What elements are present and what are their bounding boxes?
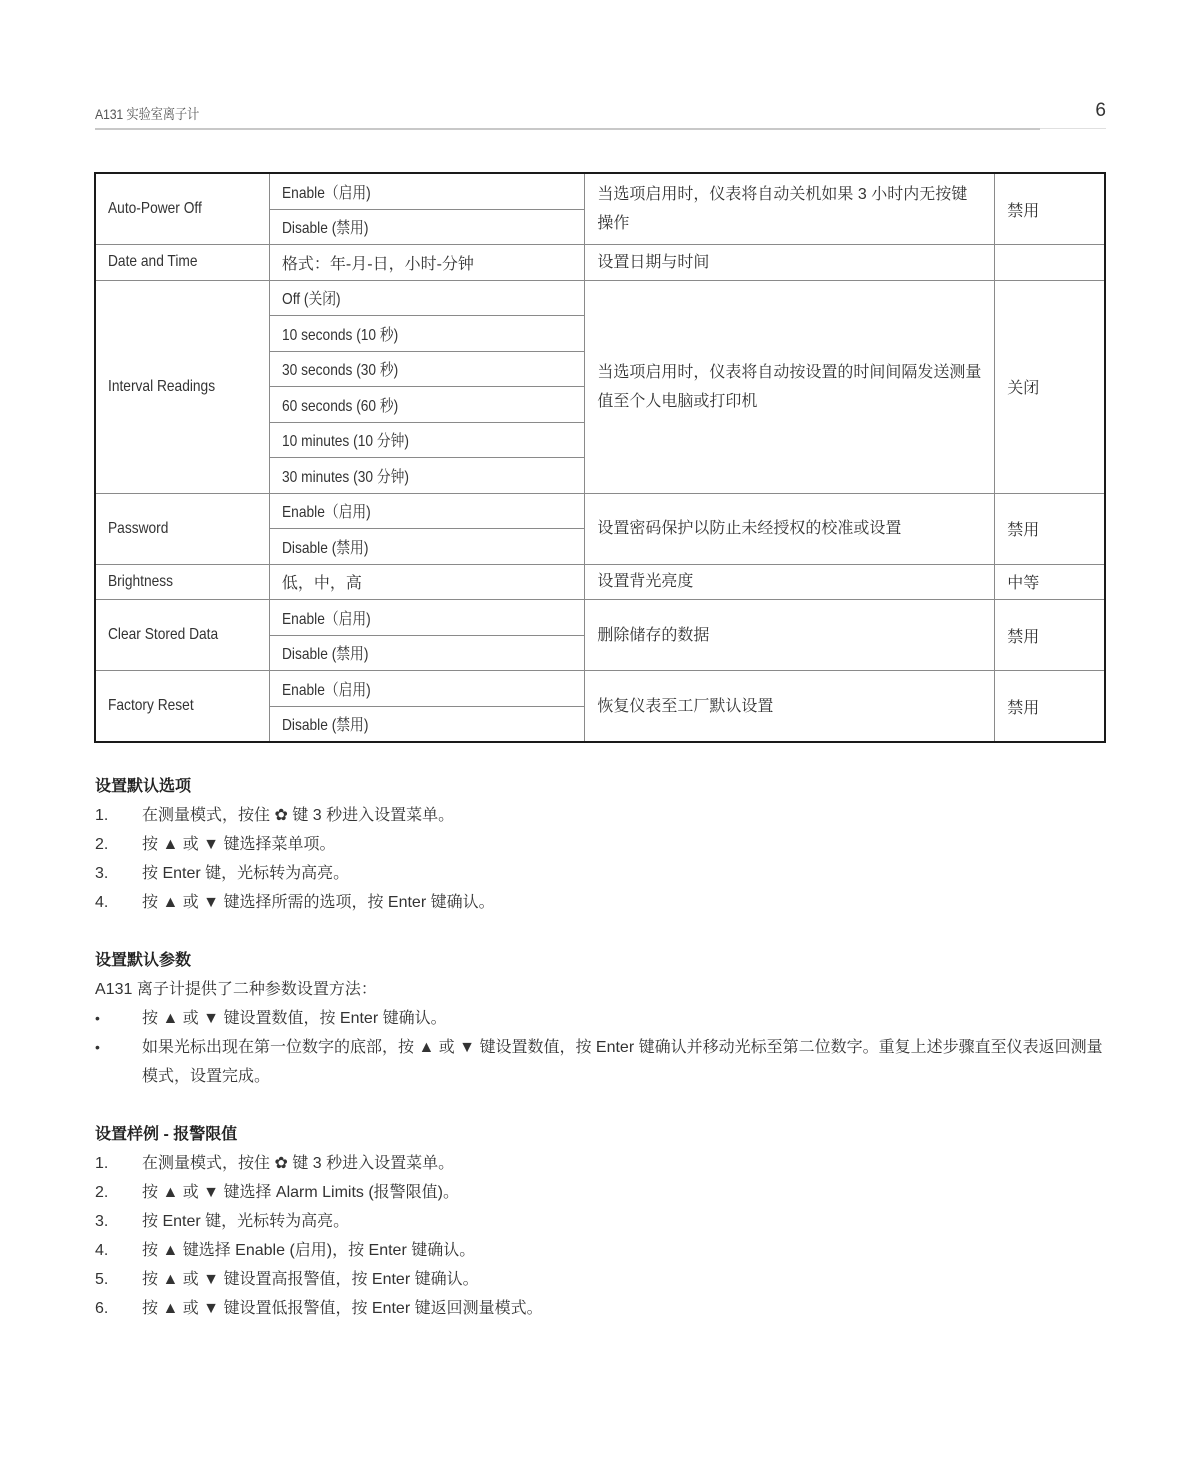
setting-default: 禁用 — [995, 671, 1105, 743]
list-item — [95, 1294, 1107, 1323]
step-text: 按 ▲ 或 ▼ 键选择菜单项。 — [142, 836, 336, 853]
step-text: 按 ▲ 键选择 Enable (启用)，按 Enter 键确认。 — [142, 1242, 476, 1259]
setting-option: Enable（启用) — [269, 493, 585, 529]
table-row — [95, 280, 1105, 316]
table-row — [95, 245, 1105, 281]
setting-description: 设置日期与时间 — [585, 245, 995, 281]
list-item — [95, 1207, 1107, 1236]
setting-option: 格式：年-月-日，小时-分钟 — [269, 245, 585, 281]
list-item — [95, 859, 1107, 888]
setting-name: Brightness — [95, 564, 269, 600]
setting-default: 禁用 — [995, 173, 1105, 245]
header-divider-tail — [1040, 128, 1106, 129]
list-item — [95, 1265, 1107, 1294]
list-item — [95, 830, 1107, 859]
section-default-params — [95, 946, 1107, 1091]
step-number: 3. — [95, 1213, 109, 1230]
list-item — [95, 801, 1107, 830]
step-text: 在测量模式，按住 ✿ 键 3 秒进入设置菜单。 — [142, 807, 455, 824]
step-number: 2. — [95, 836, 109, 853]
header-divider — [95, 128, 1040, 130]
step-text: 按 Enter 键，光标转为高亮。 — [142, 865, 350, 882]
setting-option: Disable (禁用) — [269, 209, 585, 245]
setting-default: 禁用 — [995, 493, 1105, 564]
bullet-text: 如果光标出现在第一位数字的底部，按 ▲ 或 ▼ 键设置数值，按 Enter 键确认并移动光标至第二位数字。重复上述步骤直至仪表返回测量模式，设置完成。 — [142, 1039, 1103, 1085]
section-example-alarm-limits — [95, 1120, 1107, 1323]
step-number: 3. — [95, 865, 109, 882]
settings-table — [94, 172, 1106, 743]
setting-name: Date and Time — [95, 245, 269, 281]
section-default-options — [95, 772, 1107, 917]
setting-description: 删除储存的数据 — [585, 600, 995, 671]
setting-option: 低，中，高 — [269, 564, 585, 600]
page-number: 6 — [1095, 100, 1106, 121]
list-item — [95, 1033, 1107, 1091]
setting-option: Disable (禁用) — [269, 635, 585, 671]
setting-option: Enable（启用) — [269, 600, 585, 636]
setting-option: 30 minutes (30 分钟) — [269, 458, 585, 494]
section-intro: A131 离子计提供了二种参数设置方法： — [95, 981, 377, 998]
setting-default: 禁用 — [995, 600, 1105, 671]
table-row — [95, 671, 1105, 707]
table-row — [95, 173, 1105, 209]
step-number: 6. — [95, 1300, 109, 1317]
step-number: 2. — [95, 1184, 109, 1201]
setting-option: 60 seconds (60 秒) — [269, 387, 585, 423]
setting-name: Password — [95, 493, 269, 564]
bullet-text: 按 ▲ 或 ▼ 键设置数值，按 Enter 键确认。 — [142, 1010, 447, 1027]
setting-description: 恢复仪表至工厂默认设置 — [585, 671, 995, 743]
section-heading: 设置默认选项 — [95, 778, 192, 795]
list-item — [95, 888, 1107, 917]
setting-name: Interval Readings — [95, 280, 269, 493]
setting-option: 10 minutes (10 分钟) — [269, 422, 585, 458]
step-number: 4. — [95, 894, 109, 911]
step-text: 在测量模式，按住 ✿ 键 3 秒进入设置菜单。 — [142, 1155, 455, 1172]
setting-default — [995, 245, 1105, 281]
bullet-icon: • — [95, 1010, 100, 1026]
section-heading: 设置默认参数 — [95, 952, 192, 969]
table-row — [95, 564, 1105, 600]
list-item — [95, 1178, 1107, 1207]
setting-description: 当选项启用时，仪表将自动关机如果 3 小时内无按键操作 — [585, 173, 995, 245]
setting-option: Disable (禁用) — [269, 529, 585, 565]
step-number: 1. — [95, 1155, 109, 1172]
section-heading: 设置样例 - 报警限值 — [95, 1126, 238, 1143]
list-item — [95, 1004, 1107, 1033]
setting-default: 中等 — [995, 564, 1105, 600]
table-row — [95, 600, 1105, 636]
step-number: 1. — [95, 807, 109, 824]
setting-option: Disable (禁用) — [269, 706, 585, 742]
setting-description: 当选项启用时，仪表将自动按设置的时间间隔发送测量值至个人电脑或打印机 — [585, 280, 995, 493]
setting-option: Off (关闭) — [269, 280, 585, 316]
step-text: 按 ▲ 或 ▼ 键选择 Alarm Limits (报警限值)。 — [142, 1184, 460, 1201]
list-item — [95, 1236, 1107, 1265]
bullet-icon: • — [95, 1039, 100, 1055]
setting-option: Enable（启用) — [269, 173, 585, 209]
step-text: 按 Enter 键，光标转为高亮。 — [142, 1213, 350, 1230]
setting-option: 30 seconds (30 秒) — [269, 351, 585, 387]
step-text: 按 ▲ 或 ▼ 键选择所需的选项，按 Enter 键确认。 — [142, 894, 495, 911]
setting-description: 设置背光亮度 — [585, 564, 995, 600]
setting-name: Auto-Power Off — [95, 173, 269, 245]
step-number: 5. — [95, 1271, 109, 1288]
step-text: 按 ▲ 或 ▼ 键设置高报警值，按 Enter 键确认。 — [142, 1271, 479, 1288]
setting-description: 设置密码保护以防止未经授权的校准或设置 — [585, 493, 995, 564]
setting-name: Factory Reset — [95, 671, 269, 743]
setting-option: 10 seconds (10 秒) — [269, 316, 585, 352]
table-row — [95, 493, 1105, 529]
page-header — [95, 100, 1106, 130]
setting-default: 关闭 — [995, 280, 1105, 493]
document-title: A131 实验室离子计 — [95, 106, 200, 122]
setting-name: Clear Stored Data — [95, 600, 269, 671]
step-number: 4. — [95, 1242, 109, 1259]
setting-option: Enable（启用) — [269, 671, 585, 707]
list-item — [95, 1149, 1107, 1178]
step-text: 按 ▲ 或 ▼ 键设置低报警值，按 Enter 键返回测量模式。 — [142, 1300, 543, 1317]
